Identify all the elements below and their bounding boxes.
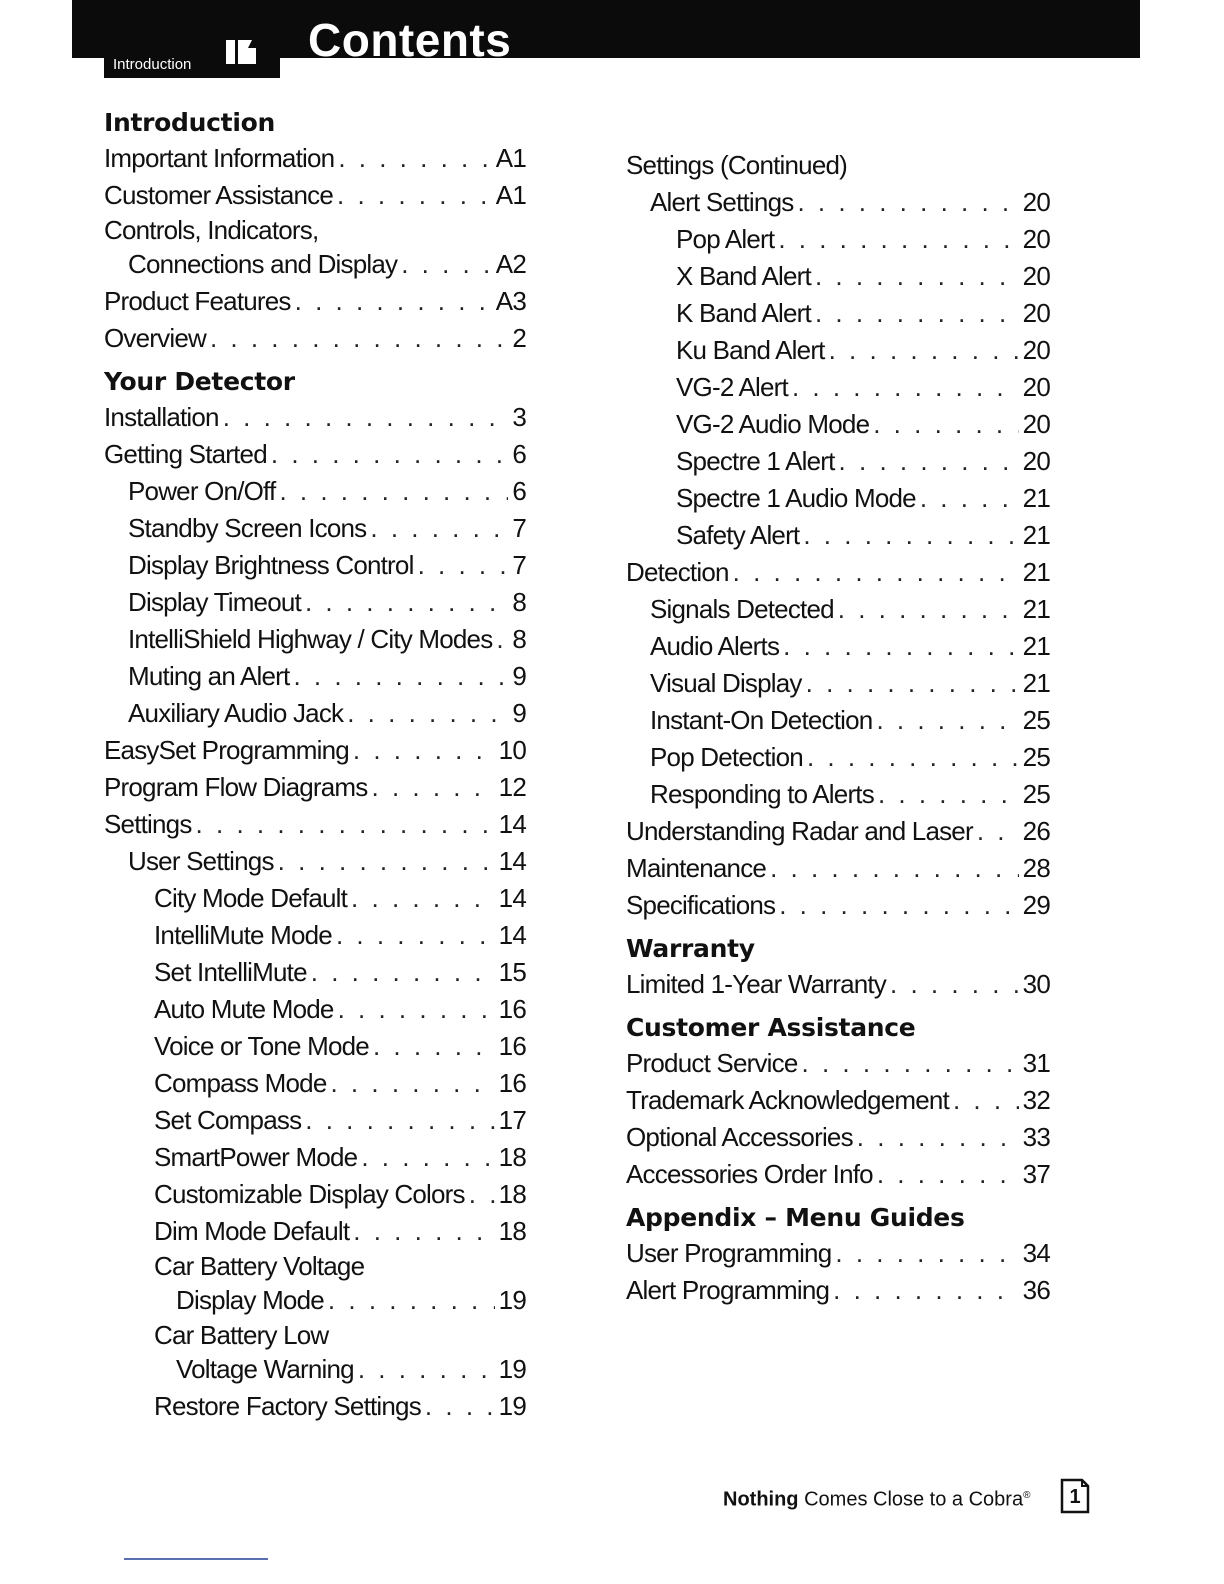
registered-mark: ® [1023, 1490, 1031, 1501]
toc-entry[interactable]: EasySet Programming . . . 10 [104, 732, 526, 769]
cobra-logo-icon [226, 34, 260, 68]
toc-entry[interactable]: Alert Settings . . . 20 [626, 184, 1050, 221]
toc-entry[interactable]: Limited 1-Year Warranty . . . 30 [626, 966, 1050, 1003]
toc-entry[interactable]: Standby Screen Icons . . . 7 [104, 510, 526, 547]
toc-entry[interactable]: Display Brightness Control . . . 7 [104, 547, 526, 584]
bottom-rule [124, 1558, 268, 1560]
toc-right-column [626, 147, 1050, 1309]
toc-entry[interactable]: Maintenance . . . 28 [626, 850, 1050, 887]
section-heading-your-detector: Your Detector [104, 367, 295, 396]
toc-entry[interactable]: Accessories Order Info . . . 37 [626, 1156, 1050, 1193]
toc-entry[interactable]: Restore Factory Settings . . . 19 [104, 1388, 526, 1425]
toc-entry[interactable]: Voice or Tone Mode . . . 16 [104, 1028, 526, 1065]
toc-entry[interactable]: Product Service . . . 31 [626, 1045, 1050, 1082]
toc-entry[interactable]: Power On/Off . . . 6 [104, 473, 526, 510]
toc-entry[interactable]: Detection . . . 21 [626, 554, 1050, 591]
toc-entry[interactable]: Understanding Radar and Laser . . . 26 [626, 813, 1050, 850]
toc-entry[interactable]: Ku Band Alert . . . 20 [626, 332, 1050, 369]
toc-entry[interactable]: Auxiliary Audio Jack . . . 9 [104, 695, 526, 732]
toc-entry-line: Car Battery Low [154, 1320, 329, 1350]
section-heading-warranty: Warranty [626, 934, 755, 963]
toc-entry[interactable]: Responding to Alerts . . . 25 [626, 776, 1050, 813]
toc-entry[interactable]: Auto Mute Mode . . . 16 [104, 991, 526, 1028]
section-heading-introduction: Introduction [104, 108, 275, 137]
toc-entry[interactable]: IntelliShield Highway / City Modes . . . 8 [104, 621, 526, 658]
toc-entry[interactable]: Overview . . . 2 [104, 320, 526, 357]
toc-entry[interactable]: Pop Detection . . . 25 [626, 739, 1050, 776]
toc-entry[interactable]: Spectre 1 Alert . . . 20 [626, 443, 1050, 480]
toc-entry[interactable]: Trademark Acknowledgement . . . 32 [626, 1082, 1050, 1119]
footer-tagline [723, 1484, 1030, 1512]
toc-entry-line: Car Battery Voltage [154, 1251, 365, 1281]
toc-entry[interactable]: Instant-On Detection . . . 25 [626, 702, 1050, 739]
toc-entry[interactable]: Voltage Warning . . . 19 [104, 1351, 526, 1388]
toc-entry[interactable]: Signals Detected . . . 21 [626, 591, 1050, 628]
toc-entry[interactable]: Set IntelliMute . . . 15 [104, 954, 526, 991]
toc-entry[interactable]: Alert Programming . . . 36 [626, 1272, 1050, 1309]
page-number: 1 [1069, 1486, 1081, 1508]
toc-entry[interactable]: Muting an Alert . . . 9 [104, 658, 526, 695]
toc-entry[interactable]: VG-2 Audio Mode . . . 20 [626, 406, 1050, 443]
toc-left-column [104, 108, 526, 1425]
footer-tagline-rest: Comes Close to a Cobra [798, 1488, 1024, 1511]
section-heading-appendix: Appendix – Menu Guides [626, 1203, 965, 1232]
toc-entry[interactable]: Optional Accessories . . . 33 [626, 1119, 1050, 1156]
toc-entry[interactable]: Important Information . . . A1 [104, 140, 526, 177]
toc-entry[interactable]: Settings . . . 14 [104, 806, 526, 843]
toc-entry[interactable]: VG-2 Alert . . . 20 [626, 369, 1050, 406]
toc-entry[interactable]: Specifications . . . 29 [626, 887, 1050, 924]
toc-entry[interactable]: Customer Assistance . . . A1 [104, 177, 526, 214]
toc-entry[interactable]: Display Timeout . . . 8 [104, 584, 526, 621]
toc-entry[interactable]: City Mode Default . . . 14 [104, 880, 526, 917]
toc-entry[interactable]: Installation . . . 3 [104, 399, 526, 436]
toc-entry-line: Settings (Continued) [626, 150, 848, 180]
toc-entry[interactable]: IntelliMute Mode . . . 14 [104, 917, 526, 954]
toc-entry[interactable]: User Settings . . . 14 [104, 843, 526, 880]
section-tab-label: Introduction [113, 56, 192, 73]
toc-entry[interactable]: User Programming . . . 34 [626, 1235, 1050, 1272]
toc-entry[interactable]: X Band Alert . . . 20 [626, 258, 1050, 295]
toc-entry[interactable]: Set Compass . . . 17 [104, 1102, 526, 1139]
page-title: Contents [308, 14, 512, 58]
toc-entry[interactable]: Program Flow Diagrams . . . 12 [104, 769, 526, 806]
toc-entry[interactable]: K Band Alert . . . 20 [626, 295, 1050, 332]
toc-entry[interactable]: Customizable Display Colors . . . 18 [104, 1176, 526, 1213]
toc-entry[interactable]: Connections and Display . . . A2 [104, 246, 526, 283]
toc-entry[interactable]: Pop Alert . . . 20 [626, 221, 1050, 258]
toc-entry[interactable]: Spectre 1 Audio Mode . . . 21 [626, 480, 1050, 517]
toc-entry[interactable]: Visual Display . . . 21 [626, 665, 1050, 702]
toc-entry[interactable]: Safety Alert . . . 21 [626, 517, 1050, 554]
toc-entry[interactable]: Audio Alerts . . . 21 [626, 628, 1050, 665]
toc-entry[interactable]: Getting Started . . . 6 [104, 436, 526, 473]
toc-entry[interactable]: Compass Mode . . . 16 [104, 1065, 526, 1102]
toc-entry[interactable]: Display Mode . . . 19 [104, 1282, 526, 1319]
toc-entry-line: Controls, Indicators, [104, 215, 319, 245]
section-heading-customer-assistance: Customer Assistance [626, 1013, 916, 1042]
toc-entry[interactable]: Product Features . . . A3 [104, 283, 526, 320]
footer-tagline-bold: Nothing [723, 1488, 799, 1511]
toc-entry[interactable]: SmartPower Mode . . . 18 [104, 1139, 526, 1176]
toc-entry[interactable]: Dim Mode Default . . . 18 [104, 1213, 526, 1250]
